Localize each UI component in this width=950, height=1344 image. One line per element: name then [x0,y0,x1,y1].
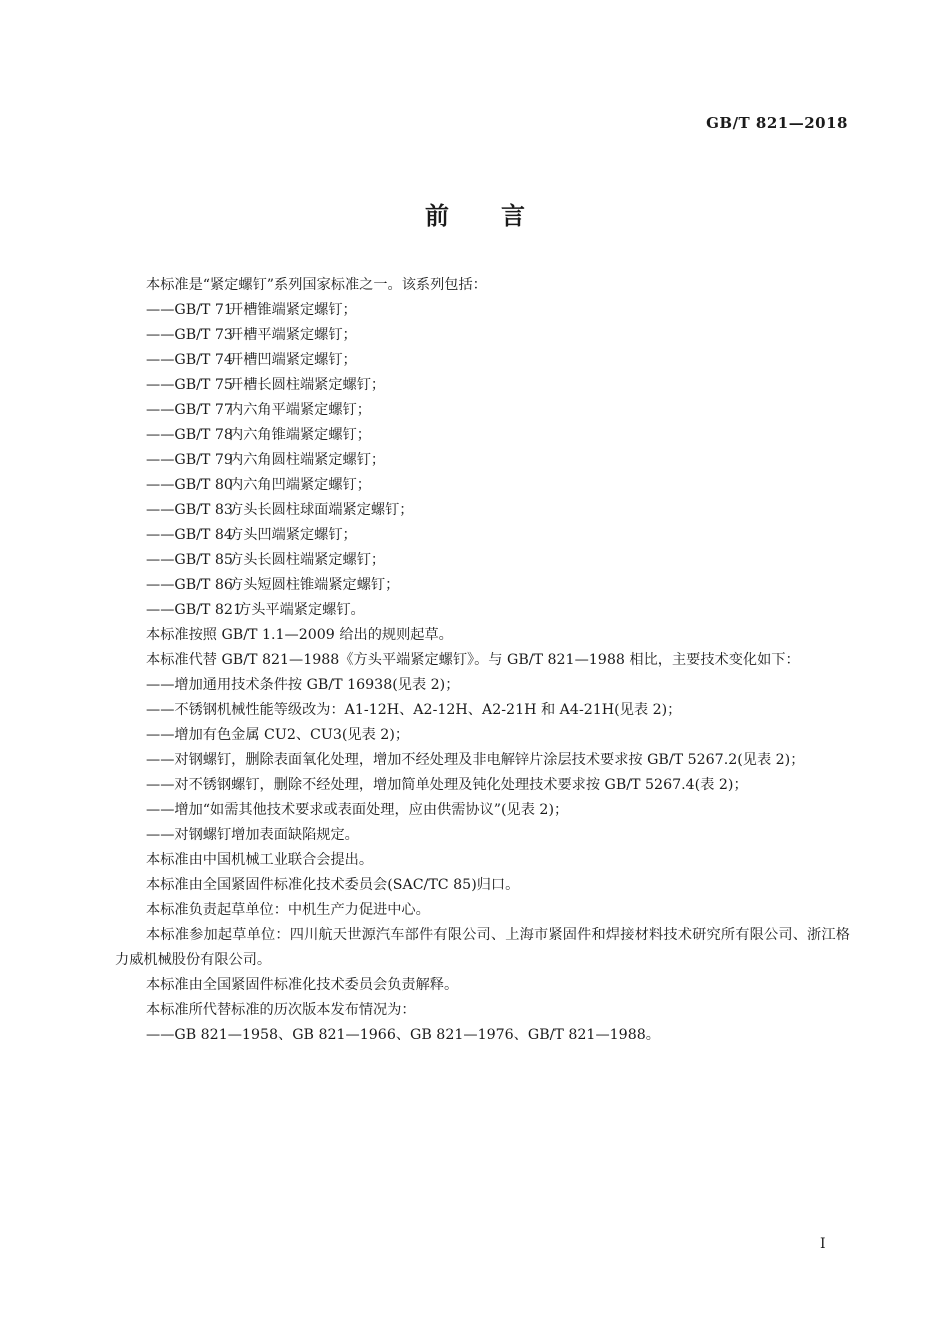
series-name: 方头长圆柱球面端紧定螺钉； [229,502,414,518]
series-item [115,598,850,623]
series-code: ——GB/T 821 [146,602,242,618]
series-name: 方头凹端紧定螺钉； [229,527,357,543]
proposed-by-paragraph: 本标准由中国机械工业联合会提出。 [146,852,374,868]
series-name: 内六角平端紧定螺钉； [229,402,371,418]
series-item [115,573,850,598]
change-item: ——增加通用技术条件按 GB/T 16938(见表 2)； [146,677,460,693]
change-item: ——对钢螺钉，删除表面氧化处理，增加不经处理及非电解锌片涂层技术要求按 GB/T 5267.2(见表 2)； [146,752,805,768]
series-name: 方头短圆柱锥端紧定螺钉； [229,577,400,593]
series-code: ——GB/T 71 [146,302,233,318]
series-name: 开槽平端紧定螺钉； [229,327,357,343]
series-name: 方头平端紧定螺钉。 [237,602,365,618]
series-name: 开槽锥端紧定螺钉； [229,302,357,318]
series-code: ——GB/T 86 [146,577,233,593]
change-item: ——增加“如需其他技术要求或表面处理，应由供需协议”(见表 2)； [146,802,569,818]
series-name: 方头长圆柱端紧定螺钉； [229,552,386,568]
series-name: 内六角凹端紧定螺钉； [229,477,371,493]
series-item [115,473,850,498]
series-code: ——GB/T 80 [146,477,233,493]
history-item: ——GB 821—1958、GB 821—1966、GB 821—1976、GB/T 821—1988。 [146,1027,660,1043]
series-item [115,348,850,373]
series-item [115,373,850,398]
page-number: I [820,1236,826,1252]
change-item: ——对钢螺钉增加表面缺陷规定。 [146,827,359,843]
series-code: ——GB/T 79 [146,452,233,468]
series-code: ——GB/T 84 [146,527,233,543]
change-item: ——不锈钢机械性能等级改为：A1-12H、A2-12H、A2-21H 和 A4-21H(见表 2)； [146,702,682,718]
history-intro-paragraph: 本标准所代替标准的历次版本发布情况为： [146,1002,416,1018]
change-item: ——增加有色金属 CU2、CU3(见表 2)； [146,727,410,743]
series-name: 开槽凹端紧定螺钉； [229,352,357,368]
series-code: ——GB/T 77 [146,402,233,418]
centralized-by-paragraph: 本标准由全国紧固件标准化技术委员会(SAC/TC 85)归口。 [146,877,520,893]
series-item [115,423,850,448]
series-name: 内六角锥端紧定螺钉； [229,427,371,443]
series-item [115,323,850,348]
series-list [115,298,850,623]
interpreted-by-paragraph: 本标准由全国紧固件标准化技术委员会负责解释。 [146,977,459,993]
series-item [115,448,850,473]
series-code: ——GB/T 74 [146,352,233,368]
drafting-rule-paragraph: 本标准按照 GB/T 1.1—2009 给出的规则起草。 [146,627,453,643]
series-name: 内六角圆柱端紧定螺钉； [229,452,386,468]
page-title: 前言 [425,201,577,230]
series-code: ——GB/T 83 [146,502,233,518]
participants-paragraph: 本标准参加起草单位：四川航天世源汽车部件有限公司、上海市紧固件和焊接材料技术研究所有限公司、浙江格力威机械股份有限公司。 [115,927,850,968]
series-item [115,523,850,548]
series-code: ——GB/T 73 [146,327,233,343]
series-item [115,498,850,523]
series-item [115,398,850,423]
series-code: ——GB/T 75 [146,377,233,393]
series-item [115,298,850,323]
change-item: ——对不锈钢螺钉，删除不经处理，增加简单处理及钝化处理技术要求按 GB/T 5267.4(表 2)； [146,777,748,793]
series-item [115,548,850,573]
foreword-body [115,273,850,1048]
standard-code-header: GB/T 821—2018 [706,114,848,132]
series-code: ——GB/T 78 [146,427,233,443]
series-name: 开槽长圆柱端紧定螺钉； [229,377,386,393]
replaces-paragraph: 本标准代替 GB/T 821—1988《方头平端紧定螺钉》。与 GB/T 821—1988 相比，主要技术变化如下： [146,652,800,668]
intro-paragraph: 本标准是“紧定螺钉”系列国家标准之一。该系列包括： [146,277,487,293]
series-code: ——GB/T 85 [146,552,233,568]
main-drafter-paragraph: 本标准负责起草单位：中机生产力促进中心。 [146,902,430,918]
changes-list [115,673,850,848]
